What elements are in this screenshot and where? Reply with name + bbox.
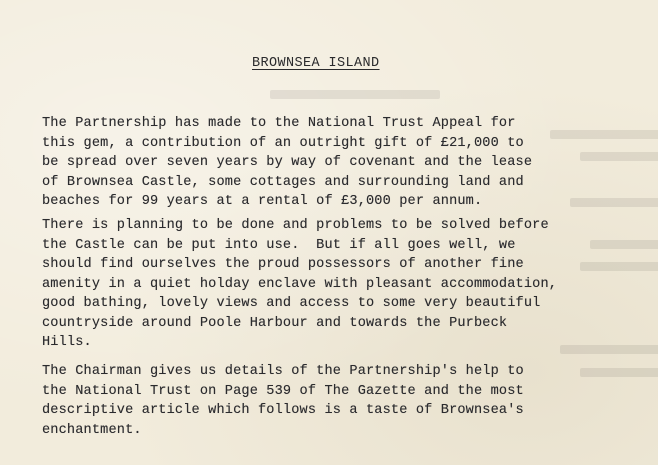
paragraph-line: the National Trust on Page 539 of The Gazette and the most bbox=[42, 383, 524, 399]
paragraph-line: There is planning to be done and problems to be solved before bbox=[42, 218, 549, 233]
paragraph-line: descriptive article which follows is a taste of Brownsea's bbox=[42, 403, 524, 418]
paragraph-line: be spread over seven years by way of covenant and the lease bbox=[42, 155, 533, 170]
paragraph-line: this gem, a contribution of an outright gift of £21,000 to bbox=[42, 135, 524, 151]
paragraph-planning bbox=[42, 216, 632, 353]
paragraph-gift bbox=[42, 114, 632, 212]
paragraph-line: beaches for 99 years at a rental of £3,000 per annum. bbox=[42, 194, 483, 209]
paragraph-line: amenity in a quiet holday enclave with pleasant accommodation, bbox=[42, 276, 558, 292]
document-title: BROWNSEA ISLAND bbox=[252, 56, 380, 71]
paragraph-line: good bathing, lovely views and access to some very beautiful bbox=[42, 296, 541, 311]
paragraph-line: enchantment. bbox=[42, 422, 142, 438]
paragraph-chairman bbox=[42, 362, 632, 440]
paragraph-line: should find ourselves the proud possessors of another fine bbox=[42, 257, 524, 272]
paragraph-line: Hills. bbox=[42, 335, 92, 350]
paragraph-line: the Castle can be put into use. But if all goes well, we bbox=[42, 237, 516, 253]
paragraph-line: countryside around Poole Harbour and towards the Purbeck bbox=[42, 315, 508, 331]
paragraph-line: The Partnership has made to the National Trust Appeal for bbox=[42, 116, 516, 131]
paragraph-line: The Chairman gives us details of the Partnership's help to bbox=[42, 364, 524, 379]
paragraph-line: of Brownsea Castle, some cottages and surrounding land and bbox=[42, 174, 524, 190]
